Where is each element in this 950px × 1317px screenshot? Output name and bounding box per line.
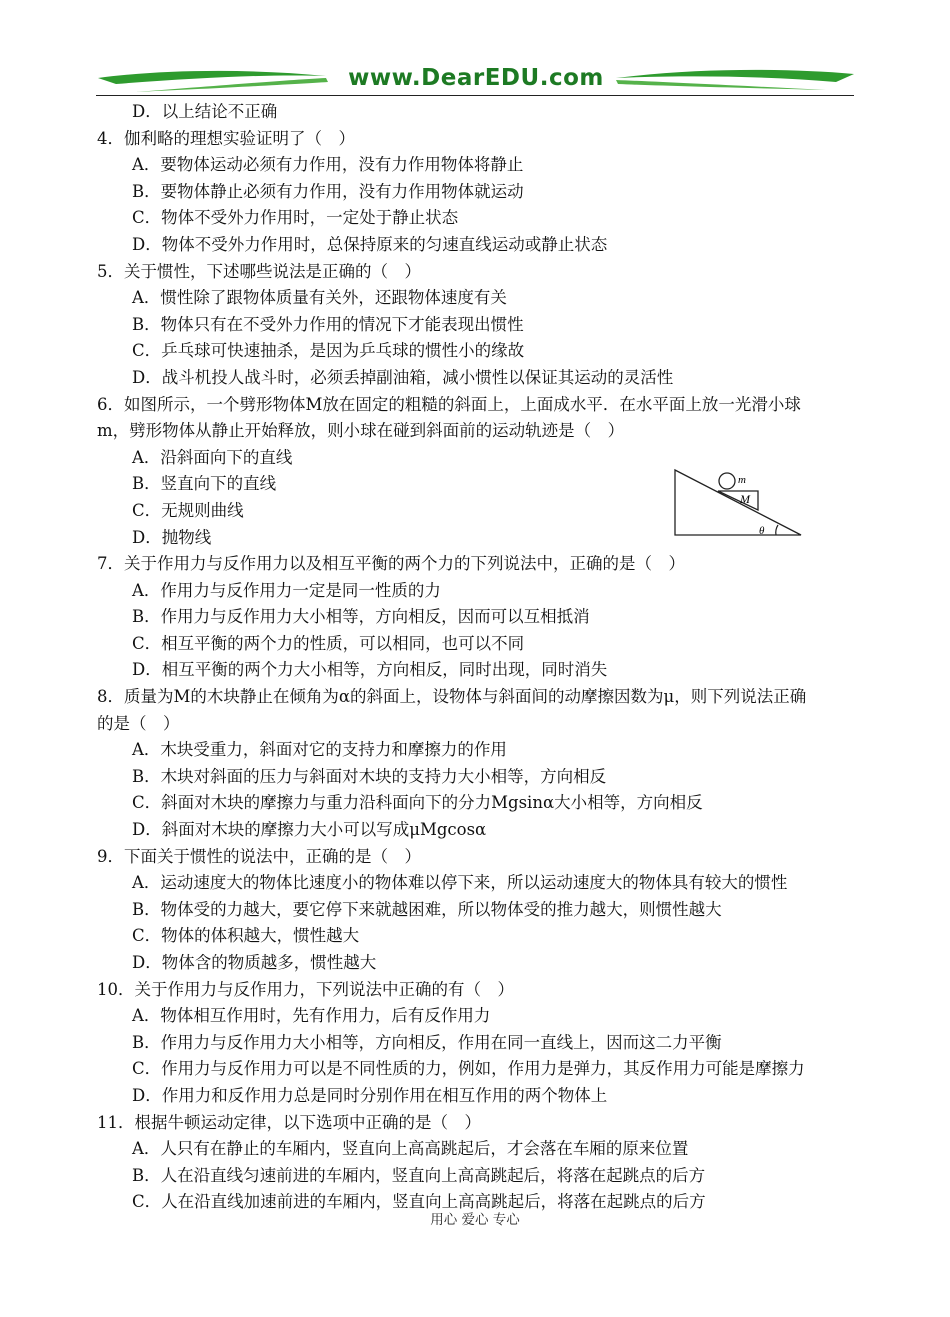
answer-option: C．物体的体积越大，惯性越大 [132,926,360,946]
block-label: M [740,492,750,506]
answer-option: C．乒乓球可快速抽杀，是因为乒乓球的惯性小的缘故 [132,341,525,361]
answer-option: D．物体不受外力作用时，总保持原来的匀速直线运动或静止状态 [132,234,608,254]
angle-arc [776,525,778,535]
question-text: 4．伽利略的理想实验证明了（ ） [97,128,355,148]
question-text: 11．根据牛顿运动定律，以下选项中正确的是（ ） [97,1112,481,1132]
answer-option: C．作用力与反作用力可以是不同性质的力，例如，作用力是弹力，其反作用力可能是摩擦力 [132,1059,805,1079]
answer-option: C．相互平衡的两个力的性质，可以相同，也可以不同 [132,633,525,653]
site-title: www.DearEDU.com [348,65,604,91]
answer-option: A．运动速度大的物体比速度小的物体难以停下来，所以运动速度大的物体具有较大的惯性 [132,873,788,893]
question-text: 5．关于惯性，下述哪些说法是正确的（ ） [97,261,421,281]
answer-option: B．人在沿直线匀速前进的车厢内，竖直向上高高跳起后，将落在起跳点的后方 [132,1165,706,1185]
answer-option: D．战斗机投人战斗时，必须丢掉副油箱，减小惯性以保证其运动的灵活性 [132,367,674,387]
ball [719,473,735,489]
wedge-block [718,491,758,510]
answer-option: A．要物体运动必须有力作用，没有力作用物体将静止 [132,155,524,175]
question-text: 7．关于作用力与反作用力以及相互平衡的两个力的下列说法中，正确的是（ ） [97,554,685,574]
question-text: 6．如图所示，一个劈形物体M放在固定的粗糙的斜面上，上面成水平．在水平面上放一光滑小球 [97,394,801,414]
answer-option: A．人只有在静止的车厢内，竖直向上高高跳起后，才会落在车厢的原来位置 [132,1139,689,1159]
question-text: 的是（ ） [97,713,180,733]
answer-option: B．作用力与反作用力大小相等，方向相反，作用在同一直线上，因而这二力平衡 [132,1032,722,1052]
answer-option: A．作用力与反作用力一定是同一性质的力 [132,580,441,600]
answer-option: D．相互平衡的两个力大小相等，方向相反，同时出现，同时消失 [132,660,608,680]
angle-label: θ [759,525,765,537]
question-text: 10．关于作用力与反作用力，下列说法中正确的有（ ） [97,979,514,999]
header-rule [96,95,854,96]
answer-option: C．物体不受外力作用时，一定处于静止状态 [132,208,459,228]
answer-option: A．惯性除了跟物体质量有关外，还跟物体速度有关 [132,288,507,308]
answer-option: D．物体含的物质越多，惯性越大 [132,953,377,972]
answer-option: B．竖直向下的直线 [132,474,277,494]
site-header [96,66,856,98]
answer-option: D．斜面对木块的摩擦力大小可以写成μMgcosα [132,820,487,840]
ball-label: m [738,474,746,486]
answer-option: A．沿斜面向下的直线 [132,447,293,467]
answer-option: B．作用力与反作用力大小相等，方向相反，因而可以互相抵消 [132,607,590,627]
answer-option: C．无规则曲线 [132,500,244,520]
answer-option: D．以上结论不正确 [132,102,278,121]
answer-option: A．物体相互作用时，先有作用力，后有反作用力 [132,1006,491,1026]
incline-figure [672,468,804,538]
answer-option: C．人在沿直线加速前进的车厢内，竖直向上高高跳起后，将落在起跳点的后方 [132,1192,706,1212]
answer-option: D．抛物线 [132,527,212,547]
question-text: 8．质量为M的木块静止在倾角为α的斜面上，设物体与斜面间的动摩擦因数为μ，则下列说法正确 [97,687,807,707]
question-text: 9．下面关于惯性的说法中，正确的是（ ） [97,846,421,866]
answer-option: B．物体只有在不受外力作用的情况下才能表现出惯性 [132,314,524,334]
answer-option: C．斜面对木块的摩擦力与重力沿科面向下的分力Mgsinα大小相等，方向相反 [132,793,703,813]
answer-option: B．物体受的力越大，要它停下来就越困难，所以物体受的推力越大，则惯性越大 [132,899,722,919]
question-text: m，劈形物体从静止开始释放，则小球在碰到斜面前的运动轨迹是（ ） [97,421,625,441]
answer-option: B．要物体静止必须有力作用，没有力作用物体就运动 [132,181,524,201]
answer-option: D．作用力和反作用力总是同时分别作用在相互作用的两个物体上 [132,1085,608,1105]
question-body [97,99,857,1216]
page-footer: 用心 爱心 专心 [430,1212,520,1228]
answer-option: A．木块受重力，斜面对它的支持力和摩擦力的作用 [132,740,507,760]
answer-option: B．木块对斜面的压力与斜面对木块的支持力大小相等，方向相反 [132,766,607,786]
